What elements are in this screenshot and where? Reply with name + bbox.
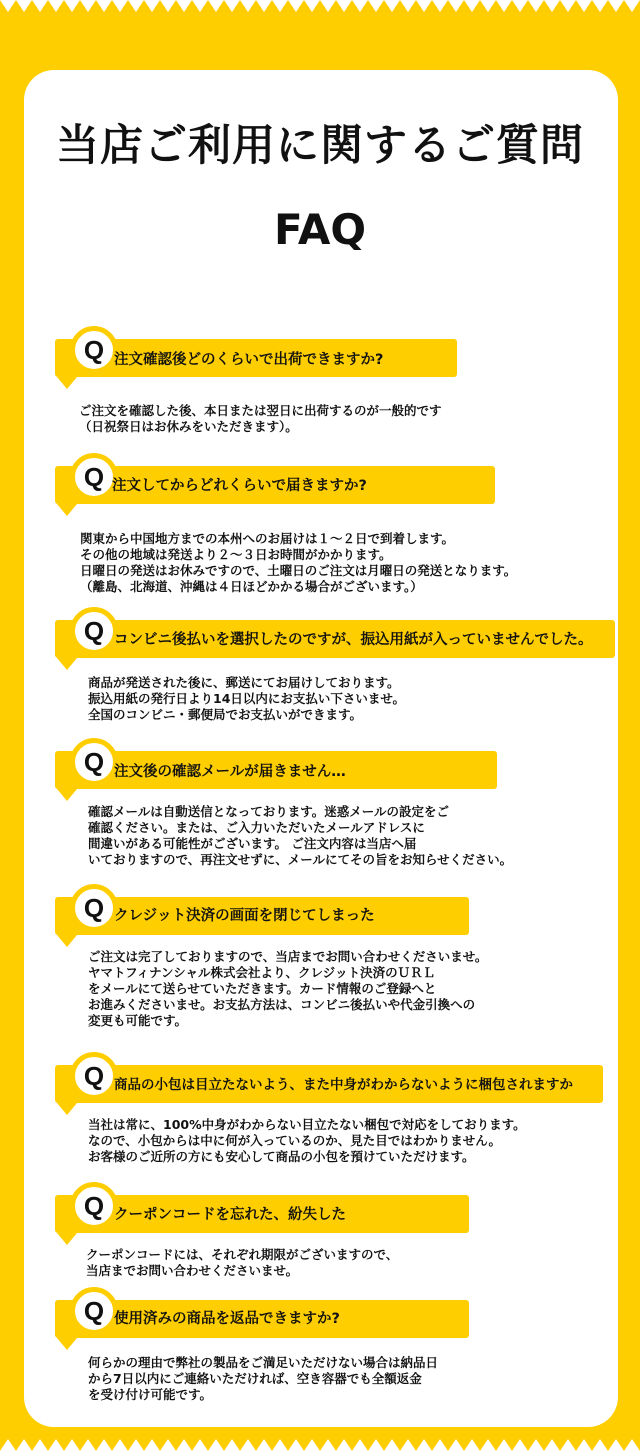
faq-answer: ご注文は完了しておりますので、当店までお問い合わせくださいませ。 ヤマトフィナンシャル株式会社より、クレジット決済のＵＲＬ をメールにて送らせていただきます。カード情報のご登録へと お進みくださいませ。お支払方法は、コンビニ後払いや代金引換への 変更も可能です。	[88, 949, 488, 1028]
q-icon: Q	[70, 1052, 118, 1100]
faq-answer: 何らかの理由で弊社の製品をご満足いただけない場合は納品日 から7日以内にご連絡いただければ、空き容器でも全額返金 を受け付け可能です。	[88, 1355, 439, 1402]
faq-answer: 商品が発送された後に、郵送にてお届けしております。 振込用紙の発行日より14日以内にお支払い下さいませ。 全国のコンビニ・郵便局でお支払いができます。	[88, 675, 406, 722]
q-icon: Q	[70, 738, 118, 786]
q-icon: Q	[70, 1287, 118, 1335]
faq-answer: 関東から中国地方までの本州へのお届けは１～２日で到着します。 その他の地域は発送より２～３日お時間がかかります。 日曜日の発送はお休みですので、土曜日のご注文は月曜日の発送となります。 （離島、北海道、沖縄は４日ほどかかる場合がございます。）	[80, 531, 517, 594]
q-icon: Q	[70, 884, 118, 932]
page-title: 当店ご利用に関するご質問	[56, 121, 584, 171]
faq-question: クーポンコードを忘れた、紛失した	[114, 1207, 346, 1223]
q-icon: Q	[70, 1182, 118, 1230]
page-subtitle: FAQ	[273, 205, 367, 254]
faq-question: コンビニ後払いを選択したのですが、振込用紙が入っていませんでした。	[114, 632, 593, 648]
faq-answer: 確認メールは自動送信となっております。迷惑メールの設定をご 確認ください。または、ご入力いただいたメールアドレスに 間違いがある可能性がございます。 ご注文内容は当店へ届 いておりますので、再注文せずに、メールにてその旨をお知らせください。	[88, 804, 513, 867]
q-icon: Q	[70, 607, 118, 655]
faq-question: 注文してからどれくらいで届きますか?	[112, 478, 367, 494]
faq-question: クレジット決済の画面を閉じてしまった	[114, 908, 375, 924]
q-icon: Q	[70, 326, 118, 374]
faq-question: 使用済みの商品を返品できますか?	[114, 1311, 340, 1327]
faq-answer: ご注文を確認した後、本日または翌日に出荷するのが一般的です （日祝祭日はお休みをいただきます）。	[79, 403, 442, 434]
faq-answer: 当社は常に、100%中身がわからない目立たない梱包で対応をしております。 なので、小包からは中に何が入っているのか、見た目ではわかりません。 お客様のご近所の方にも安心して商品の小包を預けていただけます。	[88, 1117, 526, 1164]
zigzag-top-border	[0, 0, 640, 14]
faq-question: 商品の小包は目立たないよう、また中身がわからないように梱包されますか	[114, 1077, 573, 1093]
faq-question: 注文確認後どのくらいで出荷できますか?	[114, 352, 384, 368]
zigzag-bottom-border	[0, 1437, 640, 1451]
faq-question: 注文後の確認メールが届きません…	[114, 764, 346, 780]
faq-answer: クーポンコードには、それぞれ期限がございますので、 当店までお問い合わせくださいませ。	[86, 1247, 399, 1278]
q-icon: Q	[70, 453, 118, 501]
